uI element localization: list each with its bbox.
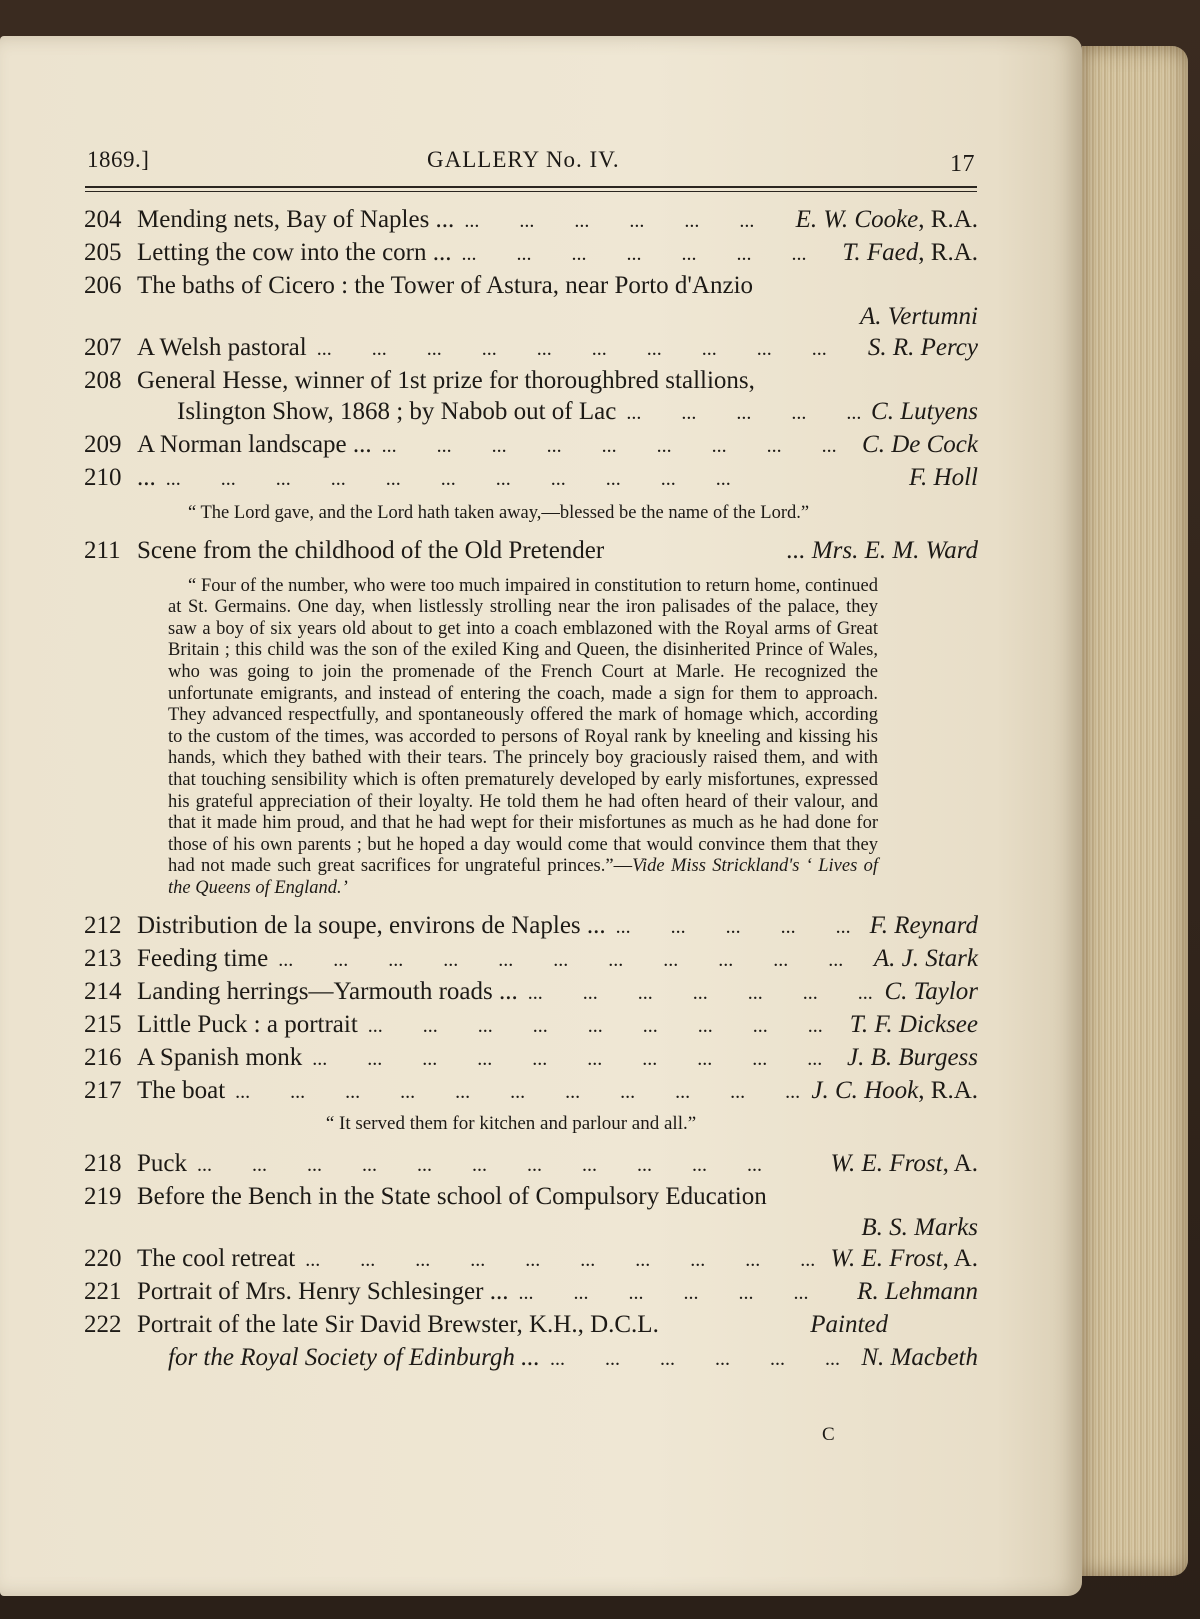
entry-artist (861, 396, 978, 427)
entry-artist (864, 943, 978, 974)
artist-suffix: , R.A. (918, 206, 978, 233)
artist-suffix: , A. (942, 1244, 978, 1272)
entry-title: Feeding time (137, 944, 269, 972)
entry-title-continued: Islington Show, 1868 ; by Nabob out of Lac (177, 398, 617, 425)
leader-dots (307, 332, 858, 365)
entry-204 (84, 204, 978, 237)
entry-title: Distribution de la soupe, environs de Naples ... (137, 911, 606, 939)
leader-dots (616, 396, 861, 429)
entry-artist (832, 237, 978, 268)
artist-name: S. R. Percy (867, 334, 978, 361)
entry-title: A Norman landscape ... (137, 431, 372, 458)
entry-number: 221 (84, 1277, 122, 1305)
artist-suffix: , R.A. (918, 1076, 978, 1104)
entry-number: 214 (84, 977, 122, 1005)
artist-name: C. Taylor (884, 977, 978, 1005)
leader-dots (540, 1342, 851, 1375)
entry-artist (821, 1148, 979, 1179)
entry-title: The baths of Cicero : the Tower of Astura, near Porto d'Anzio (137, 272, 754, 299)
catalogue-entries (84, 204, 978, 1375)
entry-title: Mending nets, Bay of Naples ... (137, 206, 455, 233)
entry-artist (851, 1342, 978, 1373)
entry-210 (84, 462, 978, 495)
entry-title: The cool retreat (137, 1244, 296, 1272)
entry-number: 205 (84, 239, 122, 266)
entry-212 (84, 910, 978, 943)
entry-note (800, 1309, 978, 1340)
header-year: 1869.] (87, 147, 150, 172)
quote-body (168, 576, 878, 900)
entry-number: 209 (84, 431, 122, 458)
entry-number: 216 (84, 1043, 122, 1071)
artist-name: F. Holl (909, 464, 978, 491)
entry-title: Scene from the childhood of the Old Pretender (137, 536, 605, 564)
entry-artist: A. Vertumni (859, 303, 978, 330)
leader-dots (358, 1009, 840, 1042)
artist-name: A. J. Stark (873, 944, 978, 972)
entry-title: Little Puck : a portrait (137, 1010, 358, 1038)
entry-number: 219 (84, 1182, 122, 1210)
leader-dots (452, 237, 833, 270)
entry-title: Portrait of the late Sir David Brewster, K.H., D.C.L. (137, 1310, 659, 1338)
entry-222-continued (84, 1342, 978, 1375)
entry-artist (874, 976, 978, 1007)
leader-dots (295, 1243, 820, 1276)
artist-name: T. Faed (842, 239, 919, 266)
entry-number: 211 (84, 536, 121, 564)
entry-number: 222 (84, 1310, 122, 1338)
header-title: GALLERY No. IV. (427, 147, 620, 172)
entry-number: 208 (84, 367, 122, 394)
entry-211 (84, 535, 978, 568)
header-rule-thin (85, 191, 977, 192)
entry-artist: B. S. Marks (861, 1213, 978, 1241)
artist-suffix: , R.A. (918, 239, 978, 266)
entry-218 (84, 1148, 978, 1181)
entry-number: 207 (84, 334, 122, 361)
quote-source: Vide Miss Strickland's ‘ Lives of the Queens of England.’ (168, 856, 878, 898)
entry-208-continued (84, 396, 978, 429)
entry-title: General Hesse, winner of 1st prize for thoroughbred stallions, (137, 367, 755, 394)
artist-name: W. E. Frost (830, 1149, 943, 1177)
leader-dots (187, 1148, 821, 1181)
page-edges (1082, 46, 1188, 1576)
entry-title: A Spanish monk (137, 1043, 303, 1071)
leader-dots (454, 204, 785, 237)
page-number: 17 (950, 151, 975, 177)
entry-208 (84, 365, 978, 396)
artist-suffix: , A. (942, 1149, 978, 1177)
entry-artist (801, 1075, 978, 1106)
entry-220 (84, 1243, 978, 1276)
entry-quote (84, 576, 878, 900)
entry-216 (84, 1042, 978, 1075)
artist-name: T. F. Dicksee (849, 1010, 978, 1038)
entry-219 (84, 1181, 978, 1212)
artist-name: J. B. Burgess (847, 1043, 978, 1071)
entry-number: 213 (84, 944, 122, 972)
entry-number: 215 (84, 1010, 122, 1038)
artist-name: F. Reynard (869, 911, 978, 939)
entry-artist (840, 1009, 978, 1040)
entry-217 (84, 1075, 978, 1108)
entry-artist (847, 1276, 978, 1307)
header-rule (85, 186, 977, 188)
entry-artist (777, 535, 978, 566)
entry-quote (84, 503, 878, 525)
entry-title: Portrait of Mrs. Henry Schlesinger ... (137, 1277, 509, 1305)
entry-title: Letting the cow into the corn ... (137, 239, 452, 266)
leader-dots (508, 1276, 847, 1309)
leader-dots (225, 1075, 801, 1108)
entry-artist (860, 910, 978, 941)
entry-artist (852, 429, 978, 460)
artist-name: R. Lehmann (857, 1277, 978, 1305)
entry-221 (84, 1276, 978, 1309)
entry-number: 210 (84, 464, 122, 491)
entry-222 (84, 1309, 978, 1342)
entry-artist (786, 204, 978, 235)
entry-artist (821, 1243, 979, 1274)
artist-name: N. Macbeth (861, 1343, 978, 1371)
entry-title: The boat (137, 1076, 226, 1104)
leader-dots (268, 943, 864, 976)
entry-title: ... (137, 464, 156, 491)
entry-title: Puck (137, 1149, 187, 1177)
running-header (87, 147, 975, 187)
entry-title: Landing herrings—Yarmouth roads ... (137, 977, 518, 1005)
entry-207 (84, 332, 978, 365)
entry-number: 220 (84, 1244, 122, 1272)
entry-206 (84, 270, 978, 301)
entry-quote: “ It served them for kitchen and parlour and all.” (325, 1112, 697, 1134)
entry-number: 206 (84, 272, 122, 299)
entry-title: A Welsh pastoral (137, 334, 307, 361)
entry-number: 217 (84, 1076, 122, 1104)
entry-215 (84, 1009, 978, 1042)
entry-title-continued: for the Royal Society of Edinburgh ... (168, 1343, 540, 1371)
entry-number: 218 (84, 1149, 122, 1177)
entry-artist (837, 1042, 978, 1073)
leader-dots (302, 1042, 837, 1075)
quote-text: “ Four of the number, who were too much impaired in constitution to return home, continued at St. Germains. One day, when listlessly strolling near the iron palisades of the palace, they saw a boy of six years old about to get into a coach emblazoned with the Royal arms of Great Britain ; this child was the son of the exiled King and Queen, the disinherited Prince of Wales, who was going to join the promenade of the French Court at Marle. He recognized the unfortunate emigrants, and instead of entering the coach, made a sign for them to approach. They advanced respectfully, and spontaneously offered the mark of homage which, according to the custom of the times, was accorded to persons of Royal rank by kneeling and kissing his hands, which they bathed with their tears. The princely boy graciously raised them, and with that touching sensibility which is often prematurely developed by early misfortunes, expressed his grateful appreciation of their loyalty. He told them he had often heard of their valour, and that it made him proud, and that he had wept for their misfortunes as much as he had done for those of his own parents ; but he hoped a day would come that would convince them that they had not made such great sacrifices for ungrateful princes.”— (168, 575, 878, 877)
artist-name: E. W. Cooke (795, 206, 919, 233)
leader-dots (606, 910, 860, 943)
leader-dots (156, 462, 899, 495)
artist-name: J. C. Hook (811, 1076, 919, 1104)
entry-number: 204 (84, 206, 122, 233)
note-text: Painted (810, 1310, 888, 1338)
entry-213 (84, 943, 978, 976)
entry-214 (84, 976, 978, 1009)
artist-name: C. De Cock (862, 431, 978, 458)
entry-number: 212 (84, 911, 122, 939)
entry-artist (899, 462, 978, 493)
quote-text: “ The Lord gave, and the Lord hath taken away,—blessed be the name of the Lord.” (188, 503, 810, 523)
entry-title: Before the Bench in the State school of Compulsory Education (137, 1182, 767, 1210)
leader-dots (518, 976, 875, 1009)
entry-209 (84, 429, 978, 462)
leader-dots (372, 429, 852, 462)
signature-mark: C (822, 1424, 835, 1445)
artist-name: C. Lutyens (871, 398, 978, 425)
artist-name: ... Mrs. E. M. Ward (786, 536, 978, 564)
entry-artist (858, 332, 978, 363)
artist-name: W. E. Frost (830, 1244, 943, 1272)
entry-205 (84, 237, 978, 270)
